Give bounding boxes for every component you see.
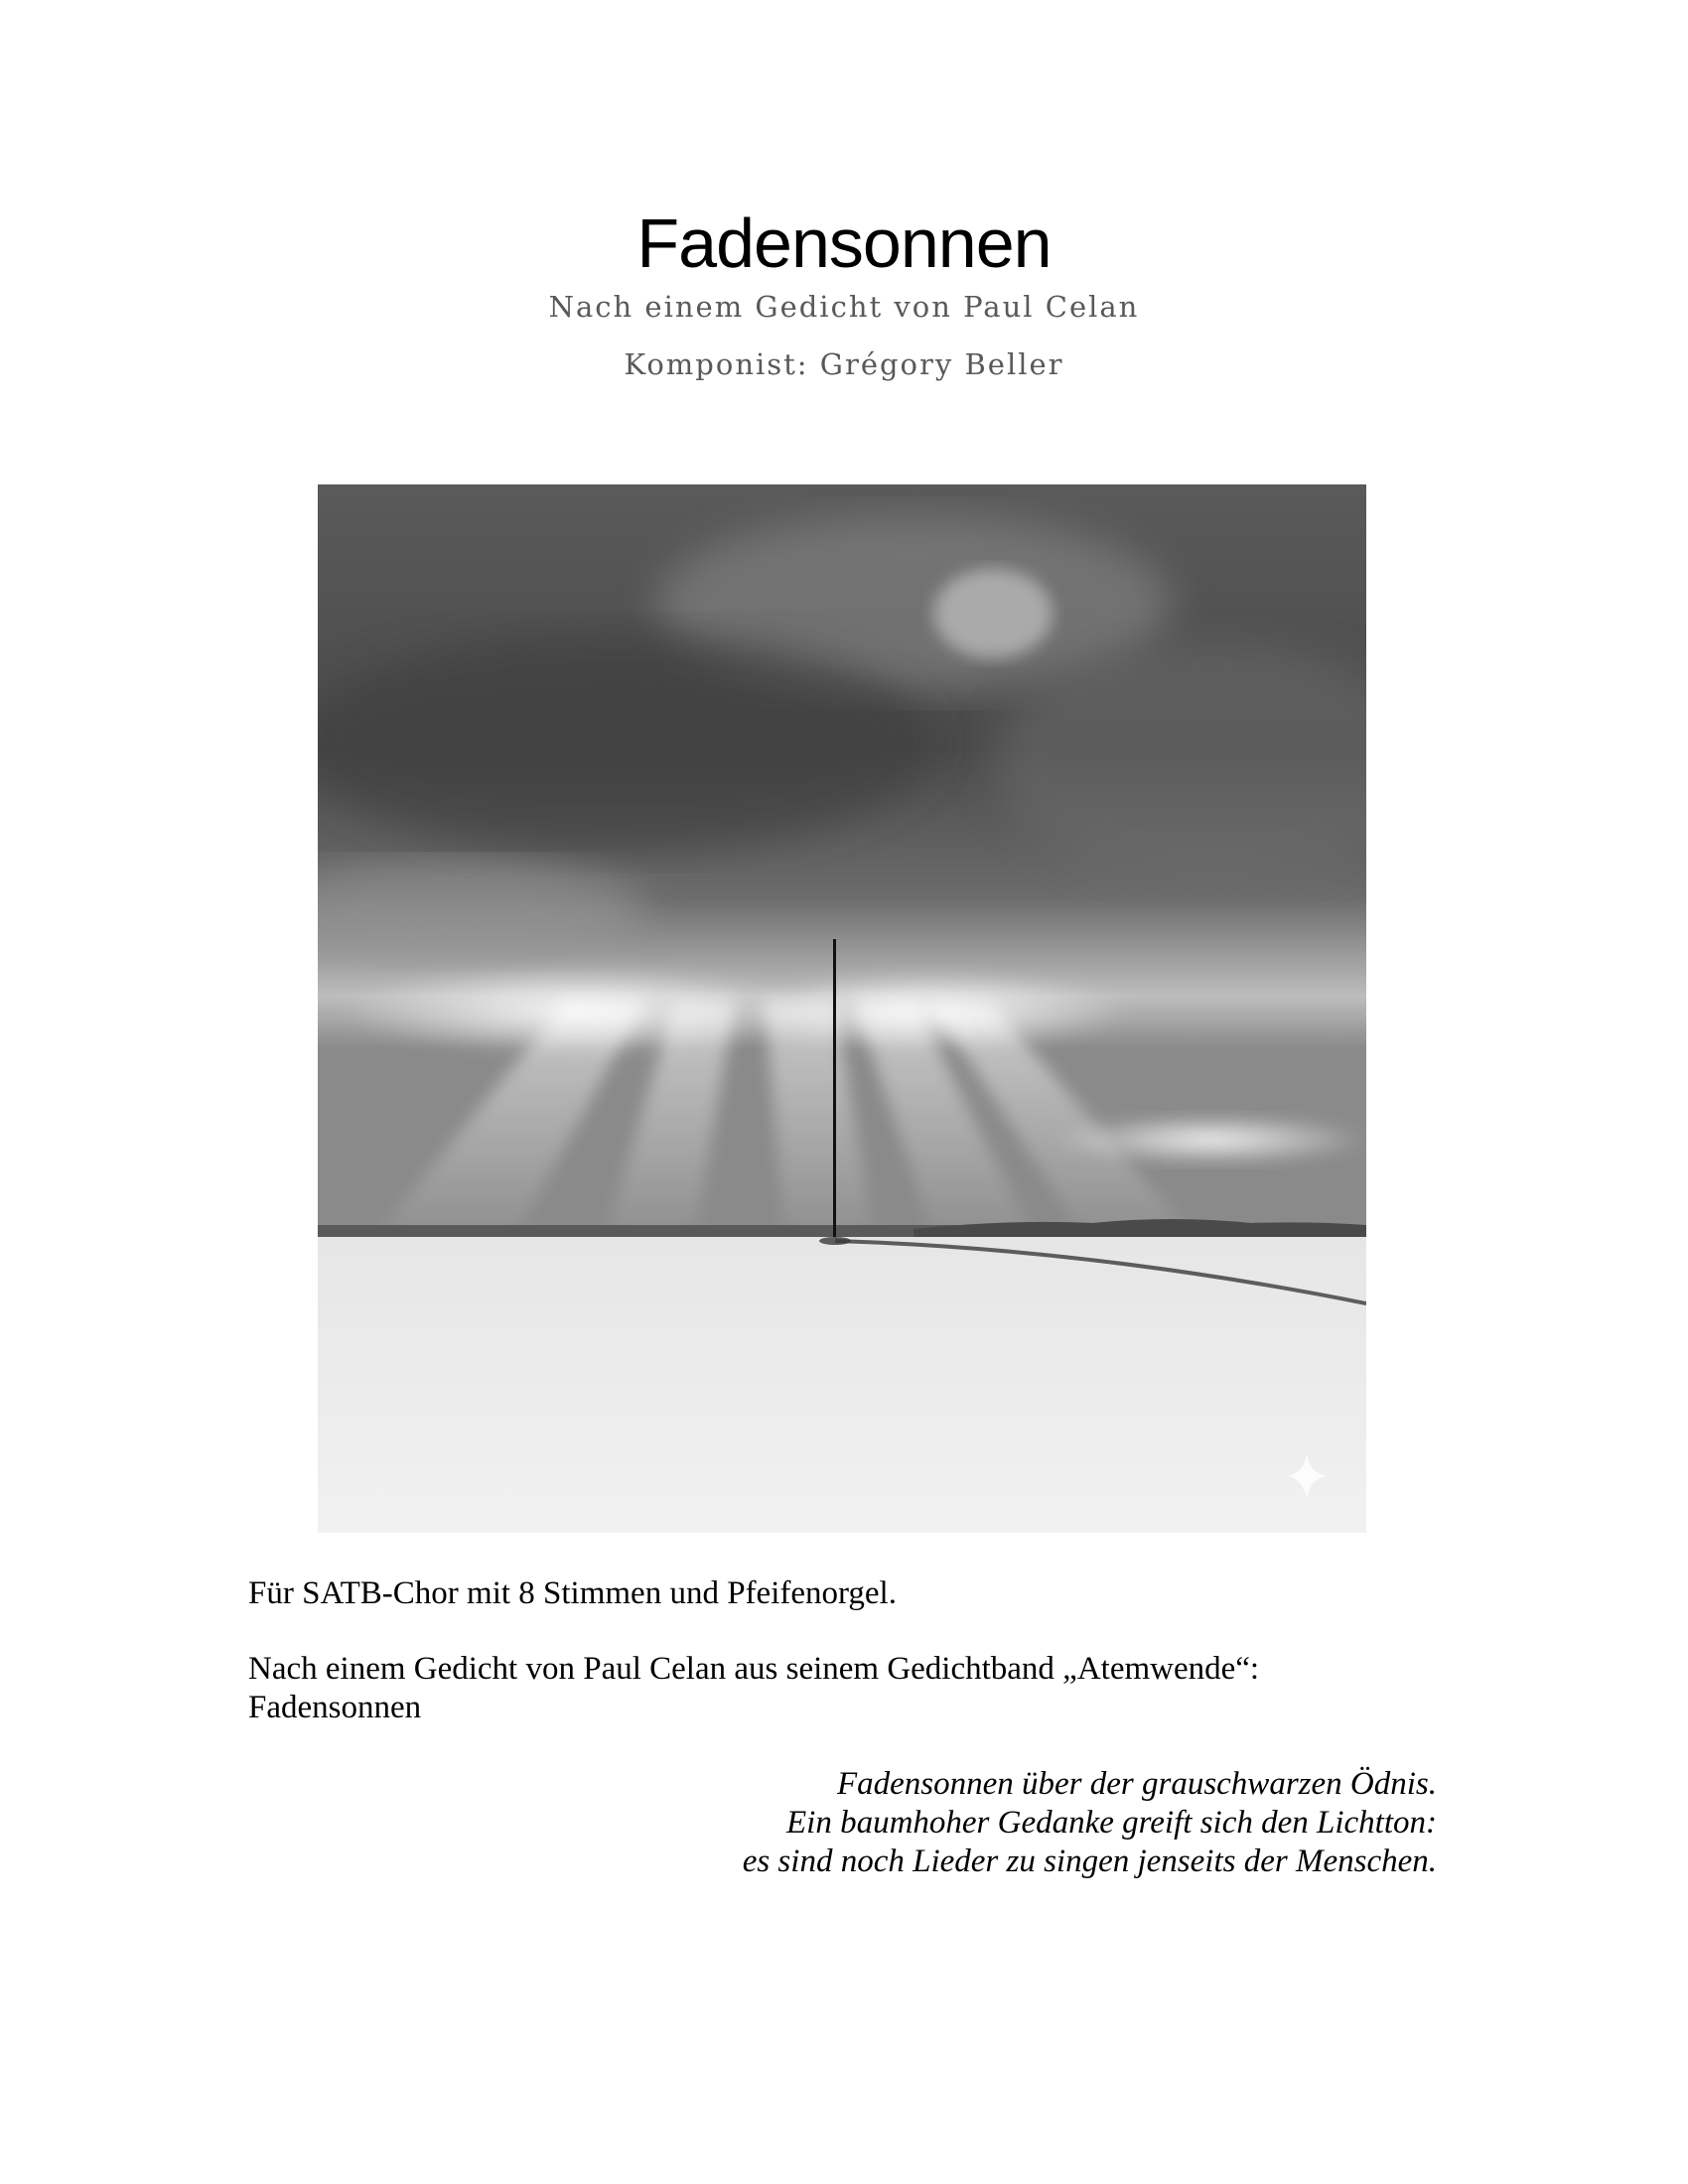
poem-excerpt — [444, 1765, 1437, 1881]
source-line: Nach einem Gedicht von Paul Celan aus seinem Gedichtband „Atemwende“: — [248, 1651, 1260, 1687]
cover-image — [318, 484, 1366, 1533]
poem-line: Fadensonnen über der grauschwarzen Ödnis. — [836, 1766, 1437, 1802]
poem-line: Ein baumhoher Gedanke greift sich den Lichtton: — [786, 1805, 1437, 1841]
subtitle: Nach einem Gedicht von Paul Celan — [548, 290, 1140, 324]
source-text — [248, 1650, 1440, 1727]
composer-line: Komponist: Grégory Beller — [624, 347, 1064, 381]
poem-line: es sind noch Lieder zu singen jenseits der Menschen. — [742, 1843, 1437, 1879]
instrumentation-text: Für SATB-Chor mit 8 Stimmen und Pfeifenorgel. — [248, 1575, 897, 1611]
source-line: Fadensonnen — [248, 1690, 422, 1725]
page-title: Fadensonnen — [636, 205, 1052, 282]
